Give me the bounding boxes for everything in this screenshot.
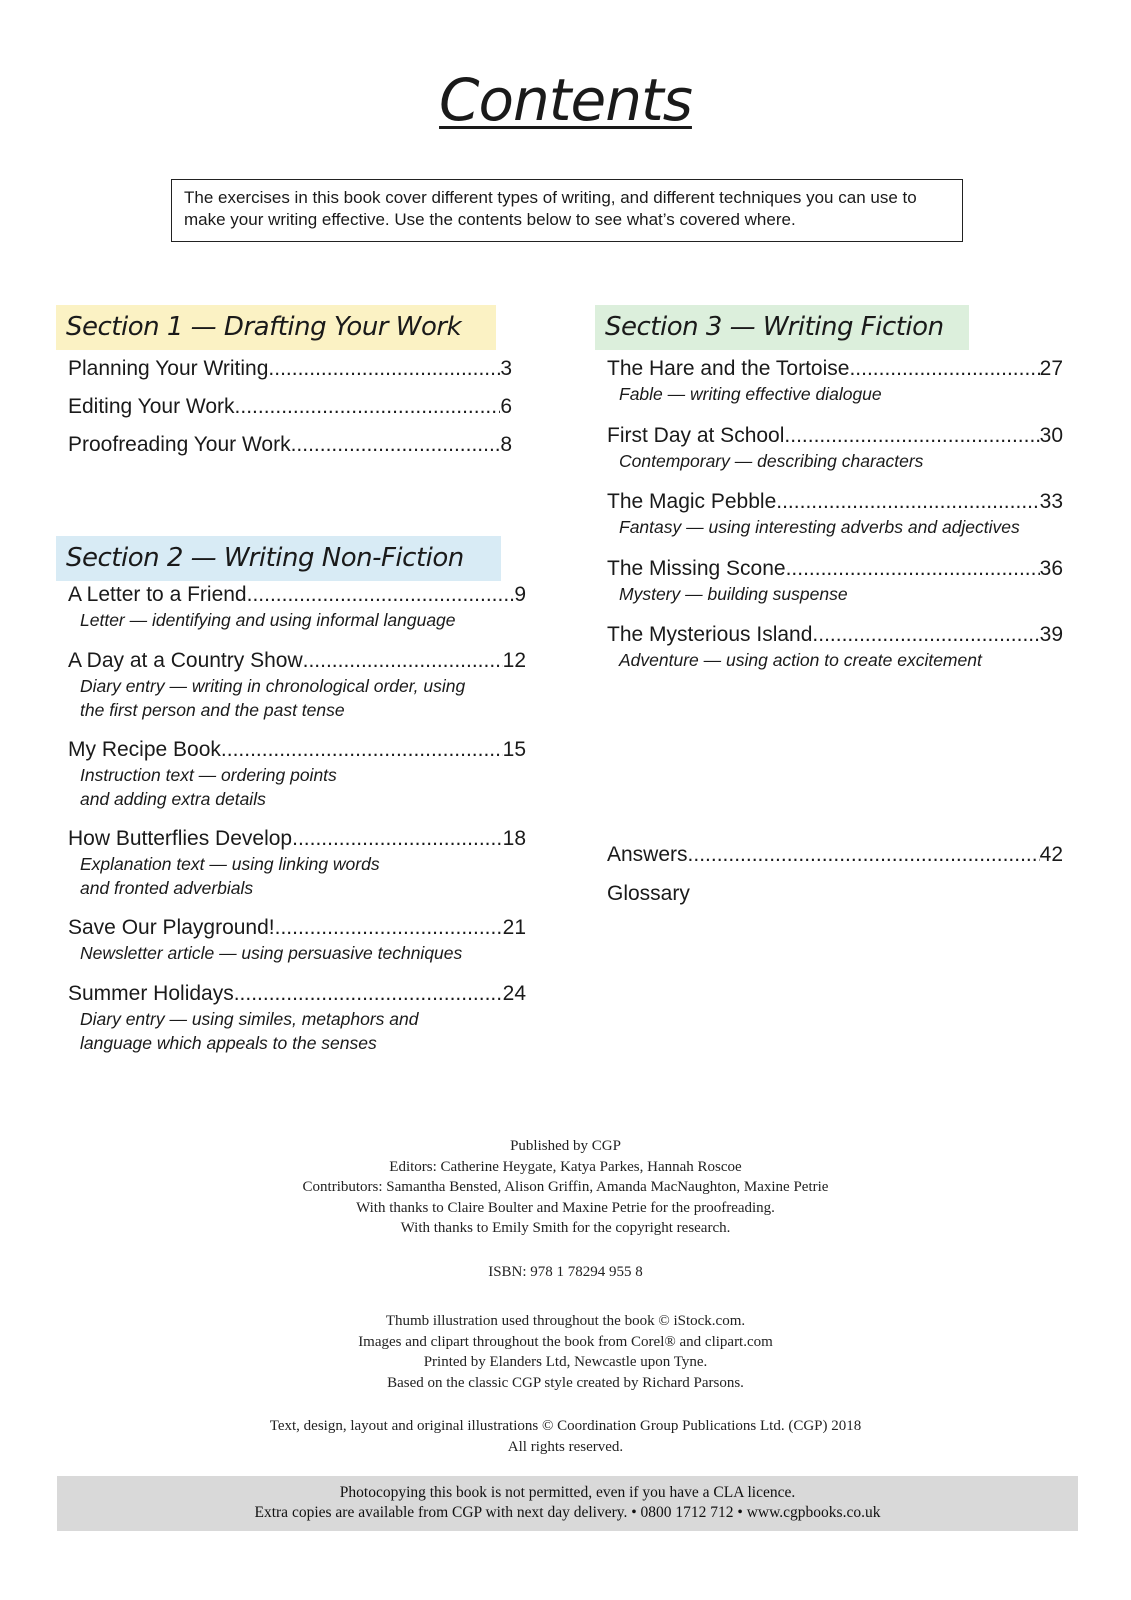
toc-entry[interactable] (68, 915, 526, 965)
section-1-heading: Section 1 — Drafting Your Work (56, 305, 496, 350)
entry-description: Letter — identifying and using informal language (80, 610, 456, 630)
entry-page: 15 (502, 738, 526, 761)
entry-title: A Day at a Country Show (68, 649, 303, 672)
entry-page: 8 (500, 433, 512, 456)
page-title: Contents (439, 66, 692, 134)
entry-description: Explanation text — using linking words (80, 854, 380, 874)
entry-description: Fantasy — using interesting adverbs and adjectives (619, 517, 1020, 537)
credits-block-3 (0, 1416, 1131, 1457)
entry-description: Adventure — using action to create excitement (619, 650, 982, 670)
isbn-text: ISBN: 978 1 78294 955 8 (488, 1264, 643, 1280)
toc-entry[interactable] (68, 582, 526, 632)
entry-title: A Letter to a Friend (68, 583, 247, 606)
credit-line: Published by CGP (510, 1138, 621, 1154)
entry-title: The Missing Scone (607, 557, 786, 580)
entry-page: 9 (514, 583, 526, 606)
section-2-heading: Section 2 — Writing Non-Fiction (56, 536, 501, 581)
entry-page: 12 (502, 649, 526, 672)
entry-title: Save Our Playground! (68, 916, 275, 939)
entry-title: Summer Holidays (68, 982, 234, 1005)
footer-line: Extra copies are available from CGP with next day delivery. • 0800 1712 712 • www.cgpbooks.co.uk (254, 1504, 881, 1521)
credit-line: Editors: Catherine Heygate, Katya Parkes, Hannah Roscoe (389, 1158, 742, 1175)
credit-line: Printed by Elanders Ltd, Newcastle upon Tyne. (423, 1354, 708, 1370)
toc-entry-glossary[interactable] (607, 881, 1063, 907)
entry-page: 30 (1039, 424, 1063, 447)
credit-line: All rights reserved. (507, 1438, 624, 1455)
entry-page: 3 (500, 357, 512, 380)
credit-line: Thumb illustration used throughout the book © iStock.com. (385, 1313, 746, 1329)
entry-title: Planning Your Writing (68, 357, 269, 380)
footer-notice (57, 1476, 1078, 1531)
entry-page: 18 (502, 827, 526, 850)
credit-line: Text, design, layout and original illustrations © Coordination Group Publications Ltd. (CGP) 2018 (269, 1418, 862, 1434)
entry-page: 39 (1039, 623, 1063, 646)
toc-entry[interactable] (68, 981, 526, 1055)
entry-title: Proofreading Your Work (68, 433, 291, 456)
toc-entry-answers[interactable] (607, 842, 1063, 868)
entry-page: 24 (502, 982, 526, 1005)
entry-description: Mystery — building suspense (619, 584, 848, 604)
entry-title: How Butterflies Develop (68, 827, 293, 850)
toc-entry[interactable] (607, 356, 1063, 406)
section-3-heading: Section 3 — Writing Fiction (595, 305, 969, 350)
entry-title: First Day at School (607, 424, 785, 447)
toc-entry[interactable] (68, 356, 512, 382)
toc-entry[interactable] (607, 622, 1063, 672)
entry-description: and adding extra details (80, 789, 266, 809)
toc-entry[interactable] (68, 826, 526, 900)
credit-line: With thanks to Emily Smith for the copyright research. (400, 1220, 731, 1236)
entry-description: Contemporary — describing characters (619, 451, 924, 471)
toc-entry[interactable] (68, 394, 512, 420)
intro-box: The exercises in this book cover different types of writing, and different techniques you can use to make your writing effective. Use the contents below to see what’s covered where. (171, 179, 963, 242)
entry-title: Editing Your Work (68, 395, 235, 418)
toc-entry[interactable] (607, 423, 1063, 473)
toc-entry[interactable] (607, 489, 1063, 539)
entry-page: 6 (500, 395, 512, 418)
credit-line: With thanks to Claire Boulter and Maxine Petrie for the proofreading. (356, 1199, 775, 1216)
footer-line: Photocopying this book is not permitted, even if you have a CLA licence. (339, 1484, 796, 1501)
entry-description: Diary entry — using similes, metaphors and (80, 1009, 419, 1029)
entry-page: 42 (1039, 843, 1063, 866)
entry-page: 27 (1039, 357, 1063, 380)
toc-entry[interactable] (607, 556, 1063, 606)
isbn (0, 1262, 1131, 1283)
entry-title: The Hare and the Tortoise (607, 357, 850, 380)
entry-description: Diary entry — writing in chronological order, using (80, 676, 466, 696)
entry-title: Answers (607, 843, 688, 866)
toc-entry[interactable] (68, 432, 512, 458)
entry-page: 21 (502, 916, 526, 939)
entry-title: My Recipe Book (68, 738, 221, 761)
toc-entry[interactable] (68, 648, 526, 722)
entry-description: Fable — writing effective dialogue (619, 384, 882, 404)
credit-line: Contributors: Samantha Bensted, Alison Griffin, Amanda MacNaughton, Maxine Petrie (302, 1179, 829, 1195)
entry-title: The Magic Pebble (607, 490, 777, 513)
credit-line: Images and clipart throughout the book from Corel® and clipart.com (358, 1333, 773, 1350)
credits-block-1 (0, 1136, 1131, 1239)
toc-entry[interactable] (68, 737, 526, 811)
entry-description: and fronted adverbials (80, 878, 254, 898)
entry-description: language which appeals to the senses (80, 1033, 377, 1053)
entry-title: Glossary (607, 882, 690, 905)
entry-page: 33 (1039, 490, 1063, 513)
credits-block-2 (0, 1311, 1131, 1393)
entry-description: Newsletter article — using persuasive techniques (80, 943, 463, 963)
entry-description: Instruction text — ordering points (80, 765, 337, 785)
entry-page: 36 (1039, 557, 1063, 580)
entry-title: The Mysterious Island (607, 623, 813, 646)
entry-description: the first person and the past tense (80, 700, 345, 720)
credit-line: Based on the classic CGP style created by Richard Parsons. (387, 1374, 744, 1391)
